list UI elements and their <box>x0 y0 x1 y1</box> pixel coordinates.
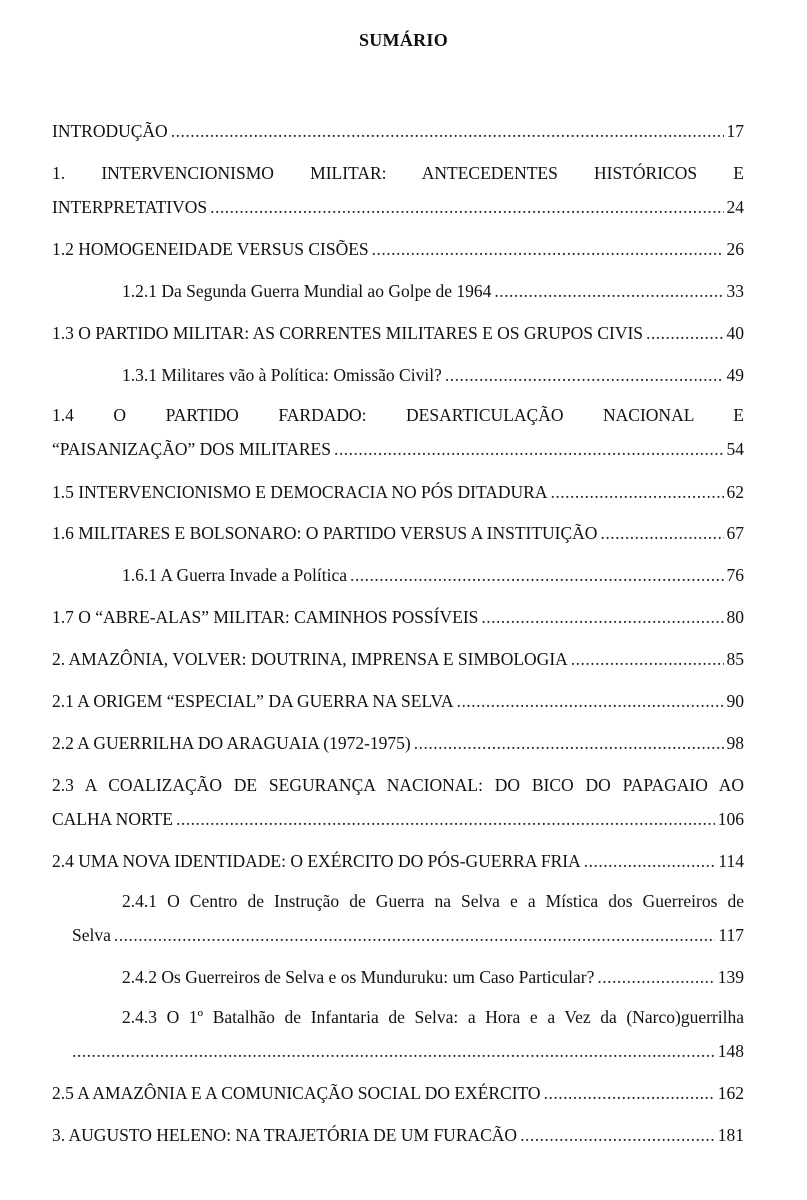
toc-entry-label: Selva <box>72 925 111 945</box>
toc-page-number: 117 <box>718 925 744 945</box>
toc-entry-1-line1[interactable]: 1. INTERVENCIONISMO MILITAR: ANTECEDENTES HISTÓRICOS E <box>52 163 744 183</box>
toc-entry-label: 1.3.1 Militares vão à Política: Omissão Civil? <box>122 365 442 385</box>
toc-page-number: 139 <box>717 967 744 987</box>
toc-entry-2-3[interactable] <box>52 804 744 834</box>
toc-page-number: 80 <box>726 607 744 627</box>
toc-page-number: 90 <box>726 691 744 711</box>
toc-entry-label: 1.2.1 Da Segunda Guerra Mundial ao Golpe de 1964 <box>122 281 492 301</box>
dot-leader <box>597 962 714 992</box>
toc-entry-2-4-3-line1[interactable]: 2.4.3 O 1º Batalhão de Infantaria de Selva: a Hora e a Vez da (Narco)guerrilha <box>122 1007 744 1027</box>
dot-leader <box>457 686 724 716</box>
toc-entry-2-4[interactable] <box>52 846 744 876</box>
toc-entry-label: 2.1 A ORIGEM “ESPECIAL” DA GUERRA NA SELVA <box>52 691 454 711</box>
toc-entry-label: 2.2 A GUERRILHA DO ARAGUAIA (1972-1975) <box>52 733 411 753</box>
dot-leader <box>646 318 723 348</box>
dot-leader <box>171 116 724 146</box>
toc-page-number: 76 <box>726 565 744 585</box>
toc-entry-1-5[interactable] <box>52 477 744 507</box>
toc-entry-3[interactable] <box>52 1120 744 1150</box>
toc-entry-1-3[interactable] <box>52 318 744 348</box>
page-title: SUMÁRIO <box>358 30 449 50</box>
toc-page-number: 148 <box>717 1041 744 1061</box>
toc-page-number: 67 <box>726 523 744 543</box>
toc-entry-introducao[interactable] <box>52 116 744 146</box>
toc-entry-label: 1.5 INTERVENCIONISMO E DEMOCRACIA NO PÓS DITADURA <box>52 482 548 502</box>
toc-entry-1-2-1[interactable] <box>122 276 744 306</box>
toc-entry-label: 1.3 O PARTIDO MILITAR: AS CORRENTES MILITARES E OS GRUPOS CIVIS <box>52 323 644 343</box>
toc-entry-label: INTRODUÇÃO <box>52 121 168 141</box>
toc-entry-1-4[interactable] <box>52 434 744 464</box>
toc-entry-1-2[interactable] <box>52 234 744 264</box>
toc-entry-label: CALHA NORTE <box>52 809 173 829</box>
dot-leader <box>72 1036 715 1066</box>
dot-leader <box>414 728 724 758</box>
toc-entry-2-5[interactable] <box>52 1078 744 1108</box>
toc-entry-2-2[interactable] <box>52 728 744 758</box>
dot-leader <box>550 477 723 507</box>
toc-entry-2-4-1[interactable] <box>72 920 744 950</box>
toc-entry-2-1[interactable] <box>52 686 744 716</box>
toc-page-number: 162 <box>717 1083 744 1103</box>
dot-leader <box>210 192 723 222</box>
toc-page-number: 85 <box>726 649 744 669</box>
toc-page-number: 49 <box>726 365 744 385</box>
toc-entry-label: 2. AMAZÔNIA, VOLVER: DOUTRINA, IMPRENSA E SIMBOLOGIA <box>52 649 568 669</box>
toc-page-number: 106 <box>717 809 744 829</box>
toc-entry-1-3-1[interactable] <box>122 360 744 390</box>
dot-leader <box>544 1078 715 1108</box>
dot-leader <box>334 434 724 464</box>
toc-entry-label: 1.2 HOMOGENEIDADE VERSUS CISÕES <box>52 239 369 259</box>
toc-entry-1-6[interactable] <box>52 518 744 548</box>
dot-leader <box>114 920 716 950</box>
dot-leader <box>494 276 723 306</box>
toc-entry-label: INTERPRETATIVOS <box>52 197 208 217</box>
toc-page-number: 26 <box>726 239 744 259</box>
toc-entry-label: 1.7 O “ABRE-ALAS” MILITAR: CAMINHOS POSSÍVEIS <box>52 607 479 627</box>
toc-page-number: 33 <box>726 281 744 301</box>
toc-page-number: 181 <box>717 1125 744 1145</box>
toc-entry-label: 1.6.1 A Guerra Invade a Política <box>122 565 348 585</box>
toc-entry-1-6-1[interactable] <box>122 560 744 590</box>
toc-page-number: 40 <box>726 323 744 343</box>
dot-leader <box>584 846 716 876</box>
toc-entry-2-4-2[interactable] <box>122 962 744 992</box>
toc-page-number: 114 <box>718 851 744 871</box>
dot-leader <box>372 234 724 264</box>
toc-entry-2-4-1-line1[interactable]: 2.4.1 O Centro de Instrução de Guerra na Selva e a Mística dos Guerreiros de <box>122 891 744 911</box>
toc-page-number: 62 <box>726 482 744 502</box>
toc-entry-2-4-3[interactable] <box>72 1036 744 1066</box>
dot-leader <box>600 518 723 548</box>
toc-entry-2[interactable] <box>52 644 744 674</box>
toc-page-number: 98 <box>726 733 744 753</box>
dot-leader <box>445 360 724 390</box>
dot-leader <box>176 804 715 834</box>
dot-leader <box>350 560 723 590</box>
toc-entry-label: 3. AUGUSTO HELENO: NA TRAJETÓRIA DE UM FURACÃO <box>52 1125 518 1145</box>
dot-leader <box>520 1120 715 1150</box>
toc-entry-2-3-line1[interactable]: 2.3 A COALIZAÇÃO DE SEGURANÇA NACIONAL: DO BICO DO PAPAGAIO AO <box>52 775 744 795</box>
toc-entry-1[interactable] <box>52 192 744 222</box>
toc-entry-label: 2.4 UMA NOVA IDENTIDADE: O EXÉRCITO DO PÓS-GUERRA FRIA <box>52 851 581 871</box>
toc-entry-label: 2.5 A AMAZÔNIA E A COMUNICAÇÃO SOCIAL DO EXÉRCITO <box>52 1083 541 1103</box>
toc-entry-label: 1.6 MILITARES E BOLSONARO: O PARTIDO VERSUS A INSTITUIÇÃO <box>52 523 598 543</box>
toc-page-number: 54 <box>726 439 744 459</box>
toc-entry-label: “PAISANIZAÇÃO” DOS MILITARES <box>52 439 331 459</box>
toc-page-number: 24 <box>726 197 744 217</box>
toc-page-number: 17 <box>726 121 744 141</box>
dot-leader <box>571 644 724 674</box>
toc-entry-label: 2.4.2 Os Guerreiros de Selva e os Munduruku: um Caso Particular? <box>122 967 595 987</box>
dot-leader <box>481 602 723 632</box>
toc-entry-1-7[interactable] <box>52 602 744 632</box>
toc-entry-1-4-line1[interactable]: 1.4 O PARTIDO FARDADO: DESARTICULAÇÃO NACIONAL E <box>52 405 744 425</box>
